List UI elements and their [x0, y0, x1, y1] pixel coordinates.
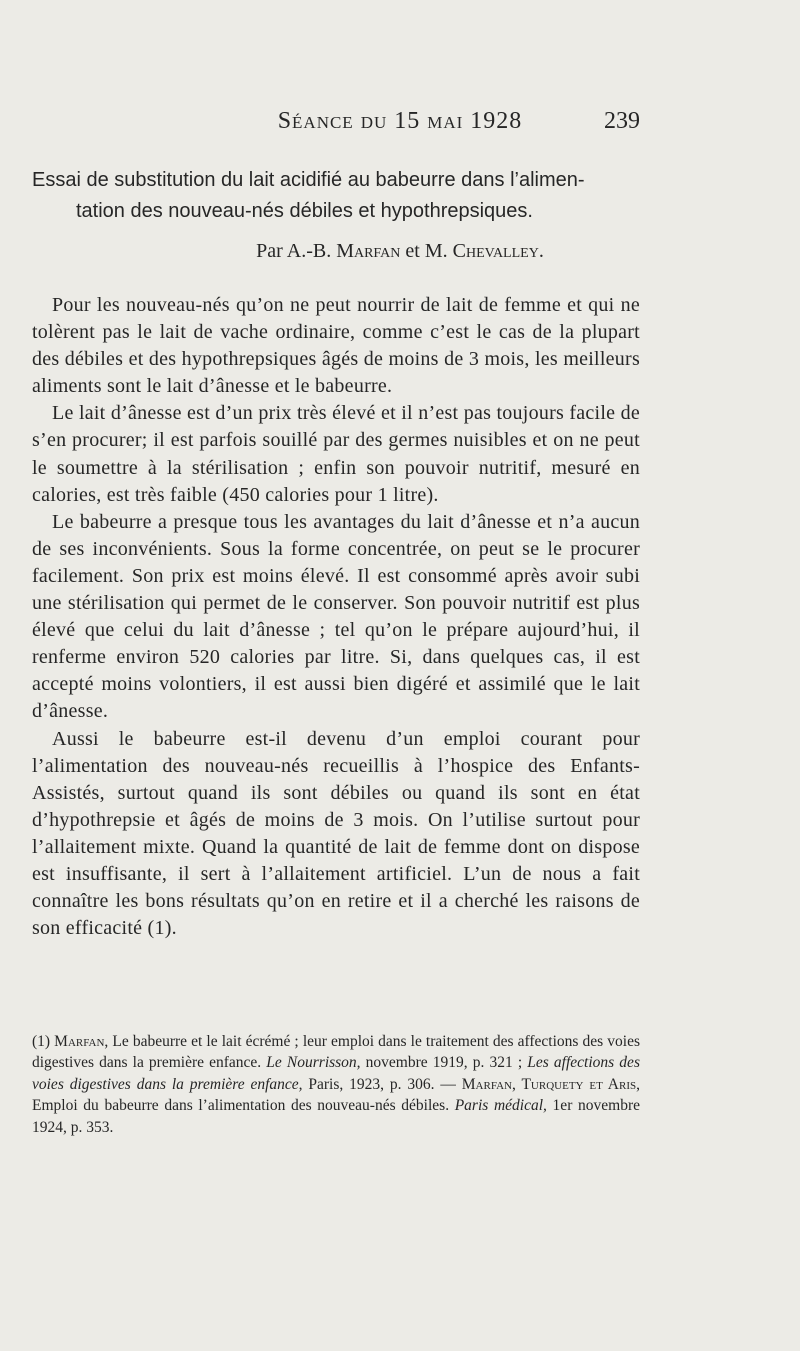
authors-line — [0, 240, 800, 263]
footnote-journal-1: Le Nourrisson, — [266, 1054, 361, 1072]
author2-initials: M. — [424, 240, 448, 262]
authors-et: et — [405, 240, 420, 262]
footnote-text-2: novembre 1919, p. 321 ; — [360, 1054, 528, 1072]
author1-initials: A.-B. — [286, 240, 332, 262]
running-title: Séance du 15 mai 1928 — [277, 108, 523, 134]
footnote-journal-2: Paris médical, — [454, 1097, 547, 1115]
footnote-text-1: Le babeurre et le lait écrémé ; leur emploi dans le traitement des affections des voies digestives dans la première enfance. — [32, 1033, 641, 1072]
authors-par: Par — [256, 240, 283, 262]
footnote — [32, 1031, 640, 1138]
paragraph-3: Le babeurre a presque tous les avantages du lait d’ânesse et n’a aucun de ses inconvénients. Sous la forme concentrée, on peut se le procurer facilement. Son prix est moins élevé. Il est consommé après avoir subi une stérilisation qui permet de le conserver. Son pouvoir nutritif est plus élevé que celui du lait d’ânesse ; tel qu’on le prépare aujourd’hui, il renferme environ 520 calories par litre. Si, dans quelques cas, il est accepté moins volontiers, il est aussi bien digéré et assimilé que le lait d’ânesse. — [32, 510, 640, 723]
footnote-text-3: Paris, 1923, p. 306. — — [302, 1075, 462, 1093]
footnote-book-title: Les affections des voies digestives dans la première enfance, — [32, 1054, 640, 1093]
page-number: 239 — [604, 108, 640, 134]
footnote-author: Marfan, — [54, 1033, 109, 1050]
article-title-line-2: tation des nouveau-nés débiles et hypothrepsiques. — [76, 200, 533, 222]
footnote-text-5: 1er novembre 1924, p. 353. — [32, 1097, 640, 1136]
author1-name: Marfan — [336, 240, 401, 262]
author2-name: Chevalley. — [452, 240, 544, 262]
footnote-authors-2: Marfan, Turquety et Aris, — [461, 1075, 640, 1093]
paragraph-1: Pour les nouveau-nés qu’on ne peut nourrir de lait de femme et qui ne tolèrent pas le lait de vache ordinaire, comme c’est le cas de la plupart des débiles et des hypothrepsiques âgés de moins de 3 mois, les meilleurs aliments sont le lait d’ânesse et le babeurre. — [32, 294, 640, 398]
running-head — [0, 108, 800, 138]
article-title-line-1: Essai de substitution du lait acidifié au babeurre dans l’alimen- — [32, 169, 585, 191]
footnote-marker: (1) — [32, 1033, 51, 1050]
footnote-text-4: Emploi du babeurre dans l’alimentation des nouveau-nés débiles. — [32, 1097, 455, 1115]
paragraph-2: Le lait d’ânesse est d’un prix très élevé et il n’est pas toujours facile de s’en procurer; il est parfois souillé par des germes nuisibles et on ne peut le soumettre à la stérilisation ; enfin son pouvoir nutritif, mesuré en calories, est très faible (450 calories pour 1 litre). — [32, 402, 640, 506]
article-title — [32, 165, 652, 227]
article-body — [32, 292, 640, 942]
paragraph-4: Aussi le babeurre est-il devenu d’un emploi courant pour l’alimentation des nouveau-nés recueillis à l’hospice des Enfants-Assistés, surtout quand ils sont débiles ou quand ils sont en état d’hypothrepsie et âgés de moins de 3 mois. On l’utilise surtout pour l’allaitement mixte. Quand la quantité de lait de femme dont on dispose est insuffisante, il sert à l’allaitement artificiel. L’un de nous a fait connaître les bons résultats qu’on en retire et il a cherché les raisons de son efficacité (1). — [32, 727, 640, 940]
